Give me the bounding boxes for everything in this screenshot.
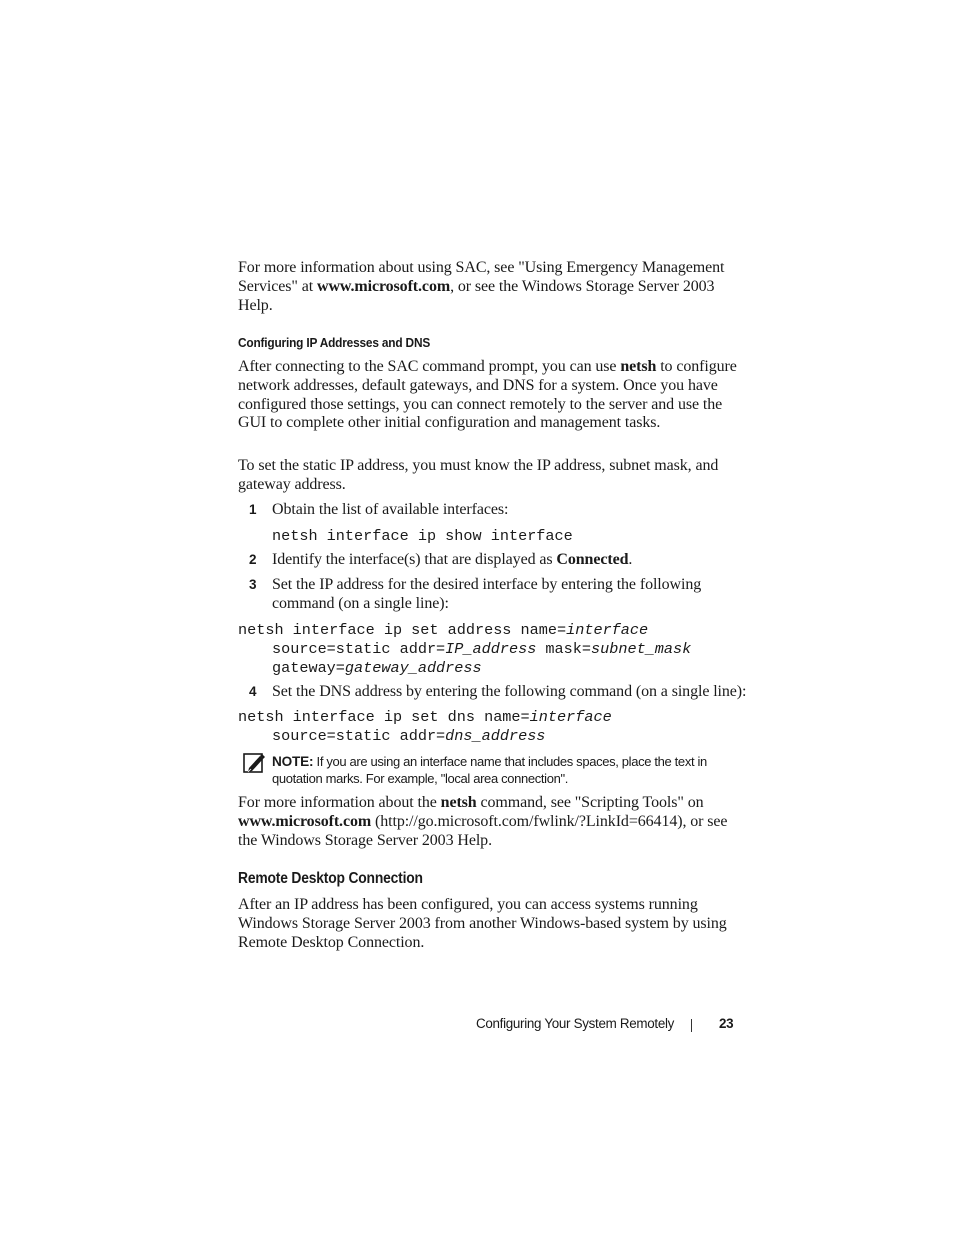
code-text: mask= xyxy=(536,640,591,658)
step-2 xyxy=(238,551,748,570)
code-set-dns-line1 xyxy=(238,708,612,727)
section-heading-remote-desktop: Remote Desktop Connection xyxy=(238,870,423,887)
code-set-address-line1 xyxy=(238,621,648,640)
microsoft-link[interactable]: www.microsoft.com xyxy=(316,277,451,295)
intro-text: For more information about using SAC, see "Using Emergency Management Services" at xyxy=(238,259,725,295)
code-text: source=static addr= xyxy=(272,727,446,745)
para3-text-end: (http://go.microsoft.com/fwlink/?LinkId=66414), or see the Windows Storage Server 2003 Help. xyxy=(238,812,728,849)
code-text: netsh interface ip set address name= xyxy=(238,621,567,639)
step-text-part: Identify the interface(s) that are displayed as xyxy=(272,551,557,568)
code-var: interface xyxy=(529,708,612,726)
step-number: 2 xyxy=(249,552,257,567)
step-text: Set the IP address for the desired interface by entering the following xyxy=(272,576,702,593)
footer-separator xyxy=(691,1019,692,1032)
code-set-address-line3 xyxy=(238,659,482,678)
code-text: source=static addr= xyxy=(272,640,446,658)
remote-desktop-paragraph: After an IP address has been configured, you can access systems running Windows Storage Server 2003 from another Windows-based system by using Remote Desktop Connection. xyxy=(238,896,727,951)
para1-text-end: to configure network addresses, default gateways, and DNS for a system. Once you have configured those settings, you can connect remotely to the server and use the GUI to complete other initial configuration and management tasks. xyxy=(238,358,737,432)
step-3 xyxy=(238,576,748,614)
step-text-line2: command (on a single line): xyxy=(272,594,449,612)
scripting-tools-paragraph xyxy=(238,794,743,850)
code-set-address-line2 xyxy=(238,640,691,659)
step-text: Obtain the list of available interfaces: xyxy=(272,501,509,518)
code-text: gateway= xyxy=(272,659,345,677)
code-var: dns_address xyxy=(445,727,546,745)
code-show-interface: netsh interface ip show interface xyxy=(272,527,573,545)
intro-paragraph xyxy=(238,259,738,315)
code-set-dns-line2 xyxy=(238,727,545,746)
footer-chapter-title: Configuring Your System Remotely xyxy=(476,1016,675,1031)
netsh-command: netsh xyxy=(620,358,657,375)
note-label: NOTE: xyxy=(272,754,314,769)
step-text-part: . xyxy=(628,551,633,568)
pencil-note-icon xyxy=(243,752,265,774)
intro-text-end: , or see the Windows Storage Server 2003 Help. xyxy=(238,277,715,314)
para3-text-mid: command, see "Scripting Tools" on xyxy=(476,794,704,811)
para3-text: For more information about the xyxy=(238,794,441,811)
step-number: 3 xyxy=(249,577,257,592)
note-text: If you are using an interface name that includes spaces, place the text in quotation marks. For example, "local area connection". xyxy=(272,754,707,787)
step-text: Set the DNS address by entering the following command (on a single line): xyxy=(272,683,747,700)
para1-text: After connecting to the SAC command prompt, you can use xyxy=(238,358,621,375)
step-number: 4 xyxy=(249,684,257,699)
step-1 xyxy=(238,501,748,520)
connected-label: Connected xyxy=(556,551,629,568)
step-text xyxy=(272,551,748,570)
code-var: gateway_address xyxy=(344,659,482,677)
note-block xyxy=(272,753,752,787)
netsh-command: netsh xyxy=(440,794,477,811)
subheading-configuring-ip: Configuring IP Addresses and DNS xyxy=(238,335,431,350)
code-var: interface xyxy=(566,621,649,639)
page-number: 23 xyxy=(719,1016,734,1031)
code-var: subnet_mask xyxy=(591,640,692,658)
code-var: IP_address xyxy=(445,640,537,658)
netsh-intro-paragraph xyxy=(238,358,738,433)
step-number: 1 xyxy=(249,502,257,517)
step-4 xyxy=(238,683,748,702)
static-ip-paragraph: To set the static IP address, you must know the IP address, subnet mask, and gateway address. xyxy=(238,457,719,493)
microsoft-link[interactable]: www.microsoft.com xyxy=(238,812,372,830)
code-text: netsh interface ip set dns name= xyxy=(238,708,530,726)
